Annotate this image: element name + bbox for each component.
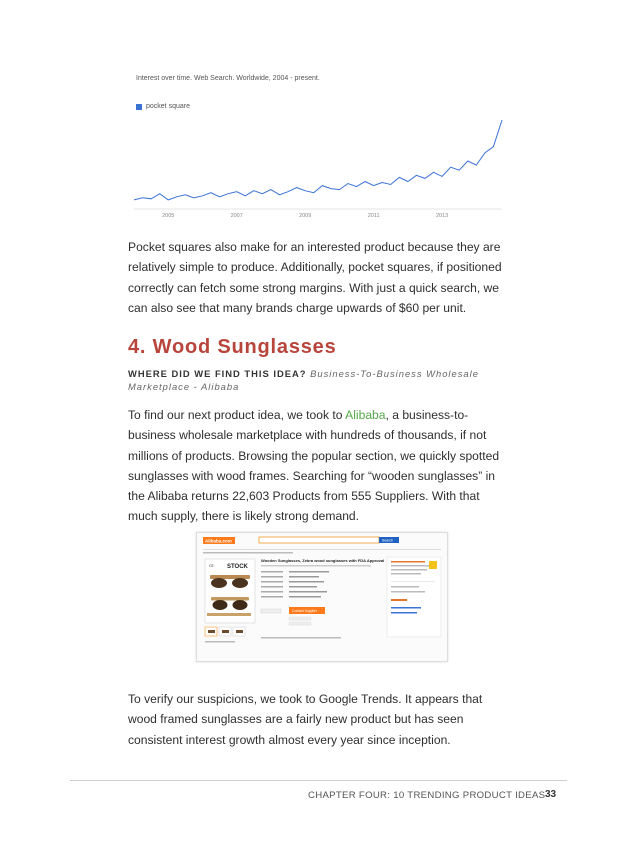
para2-text-after: , a business-to-business wholesale marketplace with hundreds of thousands, if not millions of products. Browsing the popular section, we quickly spotted sunglasses with wood frames. Searching for “wooden sunglasses” in the Alibaba returns 22,603 Products from 555 Suppliers. With that much supply, there is likely strong demand.	[128, 408, 500, 524]
contact-supplier-label: Contact Supplier	[292, 608, 318, 613]
section-heading: 4. Wood Sunglasses	[128, 336, 337, 358]
source-value: Business-To-Business Wholesale Marketplace - Alibaba	[128, 368, 479, 392]
page-number: 33	[545, 789, 557, 800]
para2-text-before: To find our next product idea, we took to	[128, 408, 346, 422]
chart-title: Interest over time. Web Search. Worldwide, 2004 - present.	[136, 75, 320, 82]
chart-plot	[118, 66, 506, 218]
paragraph-google-trends: To verify our suspicions, we took to Google Trends. It appears that wood framed sunglasses are a fairly new product but has seen consistent interest growth almost every year since inception.	[128, 692, 483, 747]
alibaba-screenshot-drawing	[197, 533, 447, 661]
legend-label: pocket square	[146, 103, 190, 110]
trends-chart	[118, 66, 506, 218]
x-tick-label: 2011	[367, 213, 380, 218]
x-tick-label: 2007	[230, 213, 243, 218]
alibaba-screenshot	[196, 532, 448, 662]
x-tick-label: 2005	[162, 213, 175, 218]
svg-text:CE: CE	[209, 564, 214, 568]
alibaba-link[interactable]: Alibaba	[345, 408, 386, 422]
paragraph-pocket-squares: Pocket squares also make for an interested product because they are relatively simple to produce. Additionally, pocket squares, if positioned correctly can fetch some strong margins. With just a quick search, we can also see that many brands charge upwards of $60 per unit.	[128, 240, 502, 315]
x-tick-label: 2009	[299, 213, 312, 218]
chapter-footer: CHAPTER FOUR: 10 TRENDING PRODUCT IDEAS	[308, 790, 546, 801]
product-title: Wooden Sunglasses, Zebra wood sunglasses with FDA Approval	[261, 558, 385, 563]
stock-label: STOCK	[227, 564, 248, 570]
idea-source	[128, 367, 508, 393]
series-line-pocket-square	[134, 120, 502, 200]
paragraph-alibaba	[128, 405, 508, 527]
footer-divider	[70, 780, 567, 781]
search-button-label: Search	[382, 538, 394, 543]
source-label: WHERE DID WE FIND THIS IDEA?	[128, 368, 307, 379]
x-tick-label: 2013	[435, 213, 449, 218]
alibaba-logo: Alibaba.com	[205, 538, 232, 544]
